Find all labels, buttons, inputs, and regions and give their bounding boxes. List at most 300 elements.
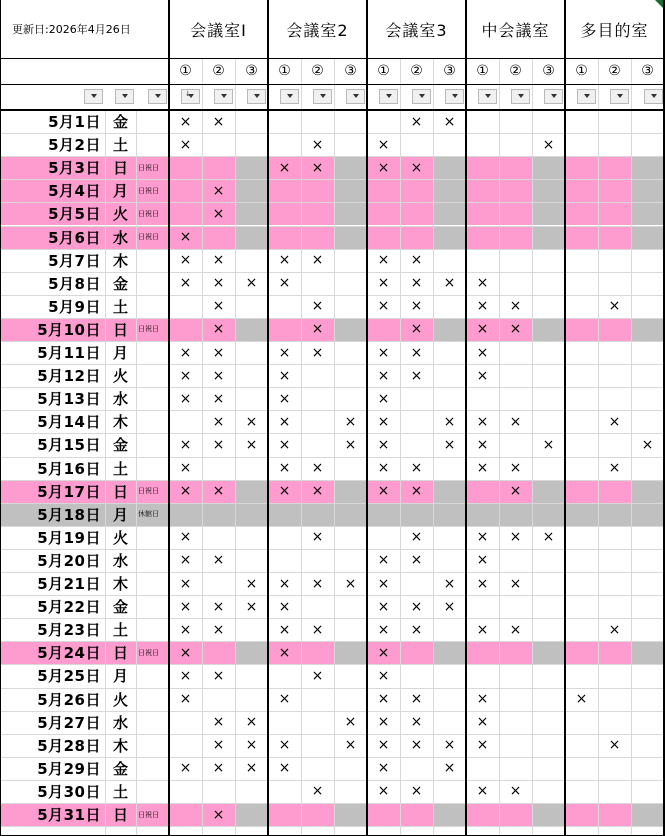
slot-cell[interactable] [565,226,598,249]
booked-mark[interactable]: × [212,113,225,130]
booked-mark[interactable]: × [278,621,291,638]
slot-cell[interactable] [169,410,202,433]
slot-cell[interactable] [202,780,235,803]
booked-mark[interactable]: × [344,575,357,592]
slot-cell[interactable] [466,156,499,179]
filter-dropdown-button[interactable] [115,89,134,104]
booked-mark[interactable]: × [245,413,258,430]
slot-cell[interactable] [235,133,268,156]
booked-mark[interactable]: × [311,159,324,176]
booked-mark[interactable]: × [410,598,423,615]
slot-cell[interactable] [631,526,664,549]
slot-cell[interactable] [268,226,301,249]
slot-cell[interactable] [631,618,664,641]
slot-cell[interactable] [499,688,532,711]
slot-cell[interactable] [466,664,499,687]
booked-mark[interactable]: × [245,737,258,754]
booked-mark[interactable]: × [608,413,621,430]
slot-cell[interactable] [499,734,532,757]
slot-cell[interactable] [598,364,631,387]
slot-cell[interactable] [367,318,400,341]
booked-mark[interactable]: × [443,575,456,592]
booked-mark[interactable]: × [377,552,390,569]
booked-mark[interactable]: × [410,344,423,361]
slot-cell[interactable] [499,202,532,225]
slot-cell[interactable] [532,618,565,641]
slot-cell[interactable] [433,318,466,341]
booked-mark[interactable]: × [410,275,423,292]
booked-mark[interactable]: × [377,667,390,684]
slot-cell[interactable] [202,133,235,156]
slot-cell[interactable] [169,156,202,179]
slot-cell[interactable] [631,202,664,225]
slot-cell[interactable] [499,226,532,249]
booked-mark[interactable]: × [509,783,522,800]
slot-cell[interactable] [532,202,565,225]
slot-cell[interactable] [235,202,268,225]
booked-mark[interactable]: × [476,321,489,338]
slot-cell[interactable] [598,549,631,572]
slot-cell[interactable] [235,780,268,803]
slot-cell[interactable] [301,410,334,433]
slot-cell[interactable] [532,711,565,734]
slot-cell[interactable] [301,110,334,133]
slot-cell[interactable] [235,618,268,641]
slot-cell[interactable] [301,364,334,387]
slot-cell[interactable] [169,734,202,757]
booked-mark[interactable]: × [311,483,324,500]
booked-mark[interactable]: × [245,598,258,615]
slot-cell[interactable] [466,757,499,780]
booked-mark[interactable]: × [245,714,258,731]
booked-mark[interactable]: × [377,483,390,500]
booked-mark[interactable]: × [608,621,621,638]
slot-cell[interactable] [631,803,664,826]
booked-mark[interactable]: × [278,367,291,384]
booked-mark[interactable]: × [509,321,522,338]
slot-cell[interactable] [532,156,565,179]
slot-cell[interactable] [631,664,664,687]
slot-cell[interactable] [169,711,202,734]
booked-mark[interactable]: × [410,113,423,130]
slot-cell[interactable] [202,156,235,179]
filter-dropdown-button[interactable] [478,89,497,104]
slot-cell[interactable] [433,549,466,572]
slot-cell[interactable] [367,526,400,549]
booked-mark[interactable]: × [443,113,456,130]
slot-cell[interactable] [598,526,631,549]
slot-cell[interactable] [598,572,631,595]
booked-mark[interactable]: × [344,436,357,453]
booked-mark[interactable]: × [179,760,192,777]
slot-cell[interactable] [301,387,334,410]
booked-mark[interactable]: × [476,367,489,384]
booked-mark[interactable]: × [443,275,456,292]
slot-cell[interactable] [565,341,598,364]
booked-mark[interactable]: × [311,344,324,361]
booked-mark[interactable]: × [212,321,225,338]
slot-cell[interactable] [598,595,631,618]
booked-mark[interactable]: × [212,344,225,361]
booked-mark[interactable]: × [311,529,324,546]
slot-cell[interactable] [631,480,664,503]
slot-cell[interactable] [235,526,268,549]
slot-cell[interactable] [433,780,466,803]
slot-cell[interactable] [499,110,532,133]
booked-mark[interactable]: × [278,344,291,361]
slot-cell[interactable] [598,757,631,780]
slot-cell[interactable] [565,387,598,410]
slot-cell[interactable] [433,341,466,364]
booked-mark[interactable]: × [377,460,390,477]
slot-cell[interactable] [598,387,631,410]
booked-mark[interactable]: × [311,298,324,315]
booked-mark[interactable]: × [212,552,225,569]
slot-cell[interactable] [202,526,235,549]
slot-cell[interactable] [532,341,565,364]
slot-cell[interactable] [235,318,268,341]
slot-cell[interactable] [400,572,433,595]
slot-cell[interactable] [301,734,334,757]
booked-mark[interactable]: × [377,575,390,592]
booked-mark[interactable]: × [476,575,489,592]
slot-cell[interactable] [532,110,565,133]
slot-cell[interactable] [235,226,268,249]
slot-cell[interactable] [400,387,433,410]
slot-cell[interactable] [466,503,499,526]
slot-cell[interactable] [301,179,334,202]
slot-cell[interactable] [499,179,532,202]
slot-cell[interactable] [334,318,367,341]
slot-cell[interactable] [334,549,367,572]
slot-cell[interactable] [565,734,598,757]
slot-cell[interactable] [400,433,433,456]
slot-cell[interactable] [433,179,466,202]
booked-mark[interactable]: × [443,413,456,430]
booked-mark[interactable]: × [410,460,423,477]
slot-cell[interactable] [235,364,268,387]
slot-cell[interactable] [433,618,466,641]
slot-cell[interactable] [532,641,565,664]
slot-cell[interactable] [565,503,598,526]
slot-cell[interactable] [565,295,598,318]
slot-cell[interactable] [631,179,664,202]
booked-mark[interactable]: × [410,783,423,800]
slot-cell[interactable] [565,526,598,549]
slot-cell[interactable] [400,757,433,780]
booked-mark[interactable]: × [377,298,390,315]
slot-cell[interactable] [631,295,664,318]
slot-cell[interactable] [598,249,631,272]
slot-cell[interactable] [532,688,565,711]
slot-cell[interactable] [433,688,466,711]
booked-mark[interactable]: × [476,783,489,800]
slot-cell[interactable] [631,780,664,803]
slot-cell[interactable] [631,595,664,618]
slot-cell[interactable] [301,803,334,826]
booked-mark[interactable]: × [245,436,258,453]
slot-cell[interactable] [565,711,598,734]
booked-mark[interactable]: × [344,737,357,754]
slot-cell[interactable] [400,202,433,225]
booked-mark[interactable]: × [509,483,522,500]
booked-mark[interactable]: × [443,598,456,615]
slot-cell[interactable] [631,457,664,480]
booked-mark[interactable]: × [212,714,225,731]
slot-cell[interactable] [301,549,334,572]
slot-cell[interactable] [565,202,598,225]
slot-cell[interactable] [301,711,334,734]
booked-mark[interactable]: × [509,575,522,592]
slot-cell[interactable] [598,480,631,503]
slot-cell[interactable] [301,595,334,618]
slot-cell[interactable] [532,249,565,272]
booked-mark[interactable]: × [608,298,621,315]
slot-cell[interactable] [169,179,202,202]
booked-mark[interactable]: × [509,413,522,430]
slot-cell[interactable] [598,711,631,734]
booked-mark[interactable]: × [377,413,390,430]
filter-dropdown-button[interactable] [247,89,266,104]
booked-mark[interactable]: × [278,390,291,407]
booked-mark[interactable]: × [377,760,390,777]
slot-cell[interactable] [235,641,268,664]
slot-cell[interactable] [565,480,598,503]
booked-mark[interactable]: × [311,252,324,269]
slot-cell[interactable] [631,641,664,664]
slot-cell[interactable] [598,179,631,202]
booked-mark[interactable]: × [410,621,423,638]
booked-mark[interactable]: × [377,252,390,269]
booked-mark[interactable]: × [278,252,291,269]
slot-cell[interactable] [532,780,565,803]
booked-mark[interactable]: × [443,436,456,453]
slot-cell[interactable] [499,433,532,456]
slot-cell[interactable] [400,641,433,664]
booked-mark[interactable]: × [245,275,258,292]
slot-cell[interactable] [631,711,664,734]
slot-cell[interactable] [565,549,598,572]
slot-cell[interactable] [169,318,202,341]
booked-mark[interactable]: × [278,483,291,500]
booked-mark[interactable]: × [179,344,192,361]
slot-cell[interactable] [400,179,433,202]
slot-cell[interactable] [235,457,268,480]
booked-mark[interactable]: × [212,390,225,407]
booked-mark[interactable]: × [278,691,291,708]
slot-cell[interactable] [598,318,631,341]
booked-mark[interactable]: × [410,529,423,546]
booked-mark[interactable]: × [410,367,423,384]
slot-cell[interactable] [433,457,466,480]
booked-mark[interactable]: × [410,552,423,569]
booked-mark[interactable]: × [476,552,489,569]
slot-cell[interactable] [268,526,301,549]
slot-cell[interactable] [499,364,532,387]
booked-mark[interactable]: × [377,621,390,638]
booked-mark[interactable]: × [608,737,621,754]
booked-mark[interactable]: × [245,760,258,777]
slot-cell[interactable] [499,503,532,526]
filter-dropdown-button[interactable] [214,89,233,104]
slot-cell[interactable] [532,664,565,687]
slot-cell[interactable] [631,387,664,410]
slot-cell[interactable] [334,780,367,803]
slot-cell[interactable] [532,595,565,618]
booked-mark[interactable]: × [212,367,225,384]
slot-cell[interactable] [400,226,433,249]
slot-cell[interactable] [433,249,466,272]
slot-cell[interactable] [268,110,301,133]
filter-dropdown-button[interactable] [445,89,464,104]
slot-cell[interactable] [565,618,598,641]
slot-cell[interactable] [466,480,499,503]
slot-cell[interactable] [565,364,598,387]
slot-cell[interactable] [268,803,301,826]
slot-cell[interactable] [334,595,367,618]
slot-cell[interactable] [598,110,631,133]
booked-mark[interactable]: × [410,298,423,315]
slot-cell[interactable] [169,202,202,225]
slot-cell[interactable] [532,572,565,595]
slot-cell[interactable] [301,503,334,526]
slot-cell[interactable] [499,803,532,826]
slot-cell[interactable] [433,664,466,687]
filter-dropdown-button[interactable] [181,89,200,104]
slot-cell[interactable] [268,133,301,156]
slot-cell[interactable] [235,110,268,133]
slot-cell[interactable] [598,341,631,364]
slot-cell[interactable] [631,503,664,526]
slot-cell[interactable] [433,641,466,664]
booked-mark[interactable]: × [443,760,456,777]
slot-cell[interactable] [400,503,433,526]
booked-mark[interactable]: × [212,483,225,500]
slot-cell[interactable] [631,110,664,133]
filter-dropdown-button[interactable] [280,89,299,104]
booked-mark[interactable]: × [179,667,192,684]
slot-cell[interactable] [202,572,235,595]
slot-cell[interactable] [367,503,400,526]
slot-cell[interactable] [400,410,433,433]
slot-cell[interactable] [565,757,598,780]
slot-cell[interactable] [202,503,235,526]
slot-cell[interactable] [334,202,367,225]
slot-cell[interactable] [598,133,631,156]
booked-mark[interactable]: × [476,737,489,754]
slot-cell[interactable] [532,734,565,757]
slot-cell[interactable] [334,688,367,711]
slot-cell[interactable] [466,595,499,618]
slot-cell[interactable] [631,156,664,179]
slot-cell[interactable] [532,387,565,410]
slot-cell[interactable] [565,110,598,133]
booked-mark[interactable]: × [179,436,192,453]
slot-cell[interactable] [565,410,598,433]
slot-cell[interactable] [598,803,631,826]
slot-cell[interactable] [433,202,466,225]
slot-cell[interactable] [334,179,367,202]
booked-mark[interactable]: × [278,760,291,777]
slot-cell[interactable] [433,226,466,249]
slot-cell[interactable] [400,133,433,156]
booked-mark[interactable]: × [278,598,291,615]
slot-cell[interactable] [565,156,598,179]
slot-cell[interactable] [466,226,499,249]
slot-cell[interactable] [334,757,367,780]
booked-mark[interactable]: × [476,275,489,292]
booked-mark[interactable]: × [410,159,423,176]
slot-cell[interactable] [301,202,334,225]
slot-cell[interactable] [202,226,235,249]
filter-dropdown-button[interactable] [84,89,103,104]
slot-cell[interactable] [433,711,466,734]
booked-mark[interactable]: × [509,621,522,638]
slot-cell[interactable] [631,688,664,711]
slot-cell[interactable] [532,480,565,503]
slot-cell[interactable] [235,156,268,179]
slot-cell[interactable] [532,757,565,780]
booked-mark[interactable]: × [212,760,225,777]
booked-mark[interactable]: × [377,783,390,800]
slot-cell[interactable] [466,110,499,133]
slot-cell[interactable] [433,156,466,179]
filter-dropdown-button[interactable] [610,89,629,104]
slot-cell[interactable] [433,133,466,156]
slot-cell[interactable] [532,295,565,318]
booked-mark[interactable]: × [641,436,654,453]
booked-mark[interactable]: × [179,552,192,569]
slot-cell[interactable] [565,272,598,295]
booked-mark[interactable]: × [311,460,324,477]
slot-cell[interactable] [367,179,400,202]
slot-cell[interactable] [202,641,235,664]
slot-cell[interactable] [235,249,268,272]
slot-cell[interactable] [631,549,664,572]
slot-cell[interactable] [301,433,334,456]
slot-cell[interactable] [631,757,664,780]
booked-mark[interactable]: × [212,252,225,269]
booked-mark[interactable]: × [311,621,324,638]
booked-mark[interactable]: × [542,136,555,153]
booked-mark[interactable]: × [278,159,291,176]
slot-cell[interactable] [499,133,532,156]
slot-cell[interactable] [598,688,631,711]
slot-cell[interactable] [235,664,268,687]
booked-mark[interactable]: × [410,737,423,754]
slot-cell[interactable] [433,503,466,526]
slot-cell[interactable] [235,503,268,526]
filter-dropdown-button[interactable] [412,89,431,104]
slot-cell[interactable] [631,133,664,156]
booked-mark[interactable]: × [179,691,192,708]
slot-cell[interactable] [565,249,598,272]
booked-mark[interactable]: × [377,136,390,153]
booked-mark[interactable]: × [575,691,588,708]
slot-cell[interactable] [334,272,367,295]
slot-cell[interactable] [631,734,664,757]
slot-cell[interactable] [268,503,301,526]
booked-mark[interactable]: × [179,529,192,546]
booked-mark[interactable]: × [410,252,423,269]
slot-cell[interactable] [631,272,664,295]
slot-cell[interactable] [433,295,466,318]
booked-mark[interactable]: × [377,691,390,708]
slot-cell[interactable] [466,249,499,272]
slot-cell[interactable] [334,526,367,549]
slot-cell[interactable] [433,387,466,410]
slot-cell[interactable] [367,226,400,249]
